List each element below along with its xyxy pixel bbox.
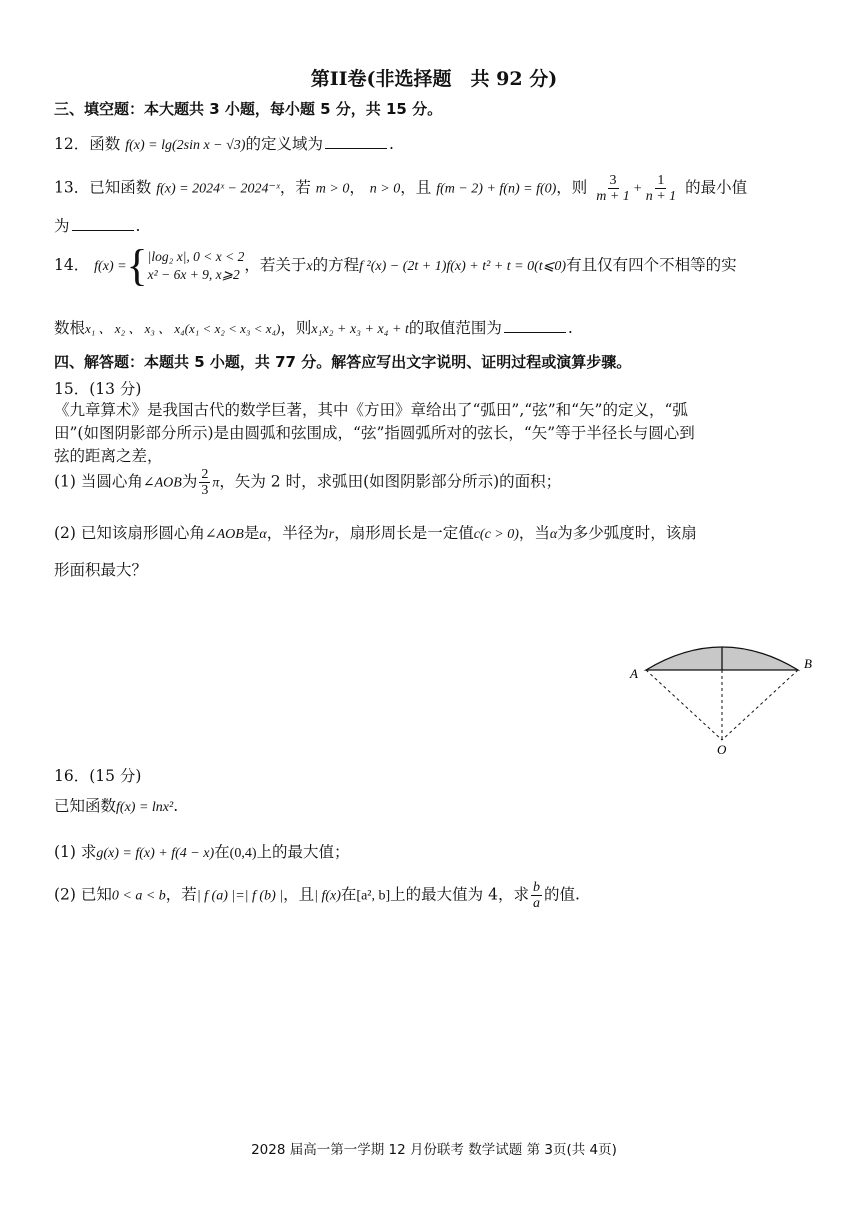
q14-piecewise [148,248,245,284]
q15-p2-d: ，当 [518,524,550,542]
q13-pre: 已知函数 [89,178,152,197]
q16-given [54,794,178,816]
q15-p2-r: r [328,527,335,542]
q12-pre: 函数 [89,135,121,153]
q14-text3: 有且仅有四个不相等的实 [566,256,737,274]
q15-p2-angle: ∠AOB [204,527,244,542]
q16-part-2 [54,880,580,911]
q14-fx: f(x) = [94,259,127,274]
q16-p2-d: 上的最大值为 4，求 [390,885,529,904]
q15-header: 15．(13 分) [54,380,142,398]
q16-p2-fx: | f(x) [314,888,341,904]
radius-oa [646,670,722,740]
q13-n-condition: n > 0 [369,181,401,197]
q15-p2-c: ，扇形周长是一定值 [334,524,474,542]
q14-text1: ，若关于 [244,256,307,274]
q15-p1-fraction: $\frac{2}{3}$ [201,467,209,498]
q13-line2: 为 [54,217,70,235]
q16-p1-interval: (0,4) [229,846,257,861]
question-14-line-2 [54,316,573,338]
q16-p2-fraction: $\frac{b}{a}$ [532,880,540,911]
label-a: A [630,666,638,681]
section-3-heading: 三、填空题：本大题共 3 小题，每小题 5 分，共 15 分。 [54,100,443,118]
page-title: 第II卷(非选择题 共 92 分) [310,68,558,90]
q15-p1-pi: π [212,475,220,491]
brace-icon: { [126,241,148,290]
q14-number: 14． [54,256,90,274]
q14-roots: x₁ 、 x₂ 、 x₃ 、 x₄(x₁ < x₂ < x₃ < x₄) [85,321,281,336]
q12-post: 的定义域为 [245,135,323,153]
q14-end: . [567,319,573,337]
q15-p2-cval: c(c > 0) [473,527,519,542]
q15-part-1 [54,467,561,498]
q15-part-2-line-2: 形面积最大？ [54,561,148,579]
q16-p2-interval: [a², b] [356,888,391,904]
q16-p2-abs: | f (a) |=| f (b) | [196,888,284,904]
q12-answer-blank[interactable] [325,134,387,149]
q16-p1-post: 上的最大值； [256,843,350,861]
q13-cond1: ，若 [279,178,311,197]
q16-given-end: . [173,797,179,815]
q14-piece-2: x² − 6x + 9, x⩾2 [147,267,240,282]
q15-paragraph-2: 田”(如图阴影部分所示)是由圆弧和弦围成，“弦”指圆弧所对的弦长，“矢”等于半径长与圆心到 [54,424,695,442]
q13-fraction-2: $\frac{1}{n + 1}$ [645,173,677,204]
q15-paragraph-3: 弦的距离之差， [54,447,163,465]
label-b: B [804,656,812,671]
q12-end: . [388,135,394,153]
q16-part-1 [54,840,350,862]
q14-piece-1: |log₂ x|, 0 < x < 2 [147,249,245,264]
q16-p2-pre: (2) 已知 [54,885,112,904]
q15-p1-angle: ∠AOB [142,475,182,491]
q16-p1-mid: 在 [214,843,230,861]
q16-p2-b: ，且 [283,885,315,904]
q14-answer-blank[interactable] [504,318,566,333]
page-footer: 2028 届高一第一学期 12 月份联考 数学试题 第 3页(共 4页) [251,1142,617,1158]
q15-p2-alpha-2: α [549,527,558,542]
section-4-heading: 四、解答题：本题共 5 小题，共 77 分。解答应写出文字说明、证明过程或演算步骤。 [54,353,632,371]
question-12 [54,132,394,154]
q14-equation: f ²(x) − (2t + 1)f(x) + t² + t = 0(t⩽0) [359,259,567,274]
q13-then: ，则 [556,178,588,197]
q13-formula: f(x) = 2024ˣ − 2024⁻ˣ [156,181,280,197]
q15-p1-post: ，矢为 2 时，求弧田(如图阴影部分所示)的面积； [219,472,562,491]
arc-field-figure [622,640,822,758]
q12-number: 12． [54,135,90,153]
q15-part-2 [54,521,697,543]
q15-p2-e: 为多少弧度时，该扇 [557,524,697,542]
q15-p2-b: ，半径为 [266,524,329,542]
q13-plus: + [633,181,642,197]
q16-p2-c: 在 [340,885,357,904]
question-13-line-2 [54,214,140,236]
question-14 [54,241,737,290]
q13-answer-blank[interactable] [72,216,134,231]
q13-end: . [135,217,141,235]
q15-p1-wei: 为 [181,472,198,491]
q15-p2-alpha: α [259,527,267,542]
q16-p1-pre: (1) 求 [54,843,97,861]
q13-cond2: ，且 [400,178,432,197]
q14-line2-post: 的取值范围为 [408,319,502,337]
q14-expression: x₁x₂ + x₃ + x₄ + t [311,322,409,337]
q15-p2-pre: (2) 已知该扇形圆心角 [54,524,205,542]
q15-p1-pre: (1) 当圆心角 [54,472,143,491]
label-o: O [717,742,727,757]
q16-given-f: f(x) = lnx² [116,800,174,815]
q13-fraction-1: $\frac{3}{m + 1}$ [596,173,630,204]
radius-ob [722,670,798,740]
q13-sep: ， [349,178,365,197]
q13-number: 13． [54,178,90,197]
q14-x: x [306,259,313,274]
q15-paragraph-1: 《九章算术》是我国古代的数学巨著，其中《方田》章给出了“弧田”,“弦”和“矢”的定义，“弧 [54,401,688,419]
q14-line2-pre: 数根 [54,319,86,337]
question-13 [54,173,747,204]
q16-p2-a: ，若 [165,885,197,904]
q16-given-pre: 已知函数 [54,797,117,815]
q16-p2-e: 的值. [543,885,580,904]
q15-p2-a: 是 [243,524,260,542]
q13-m-condition: m > 0 [315,181,350,197]
q14-line2-mid: ，则 [280,319,312,337]
q16-header: 16．(15 分) [54,767,142,785]
q14-text2: 的方程 [312,256,360,274]
q13-equation: f(m − 2) + f(n) = f(0) [436,181,557,197]
q13-tail: 的最小值 [685,178,748,197]
q16-p1-g: g(x) = f(x) + f(4 − x) [96,846,215,861]
q16-p2-cond: 0 < a < b [111,888,166,904]
q12-formula: f(x) = lg(2sin x − √3) [125,138,246,153]
